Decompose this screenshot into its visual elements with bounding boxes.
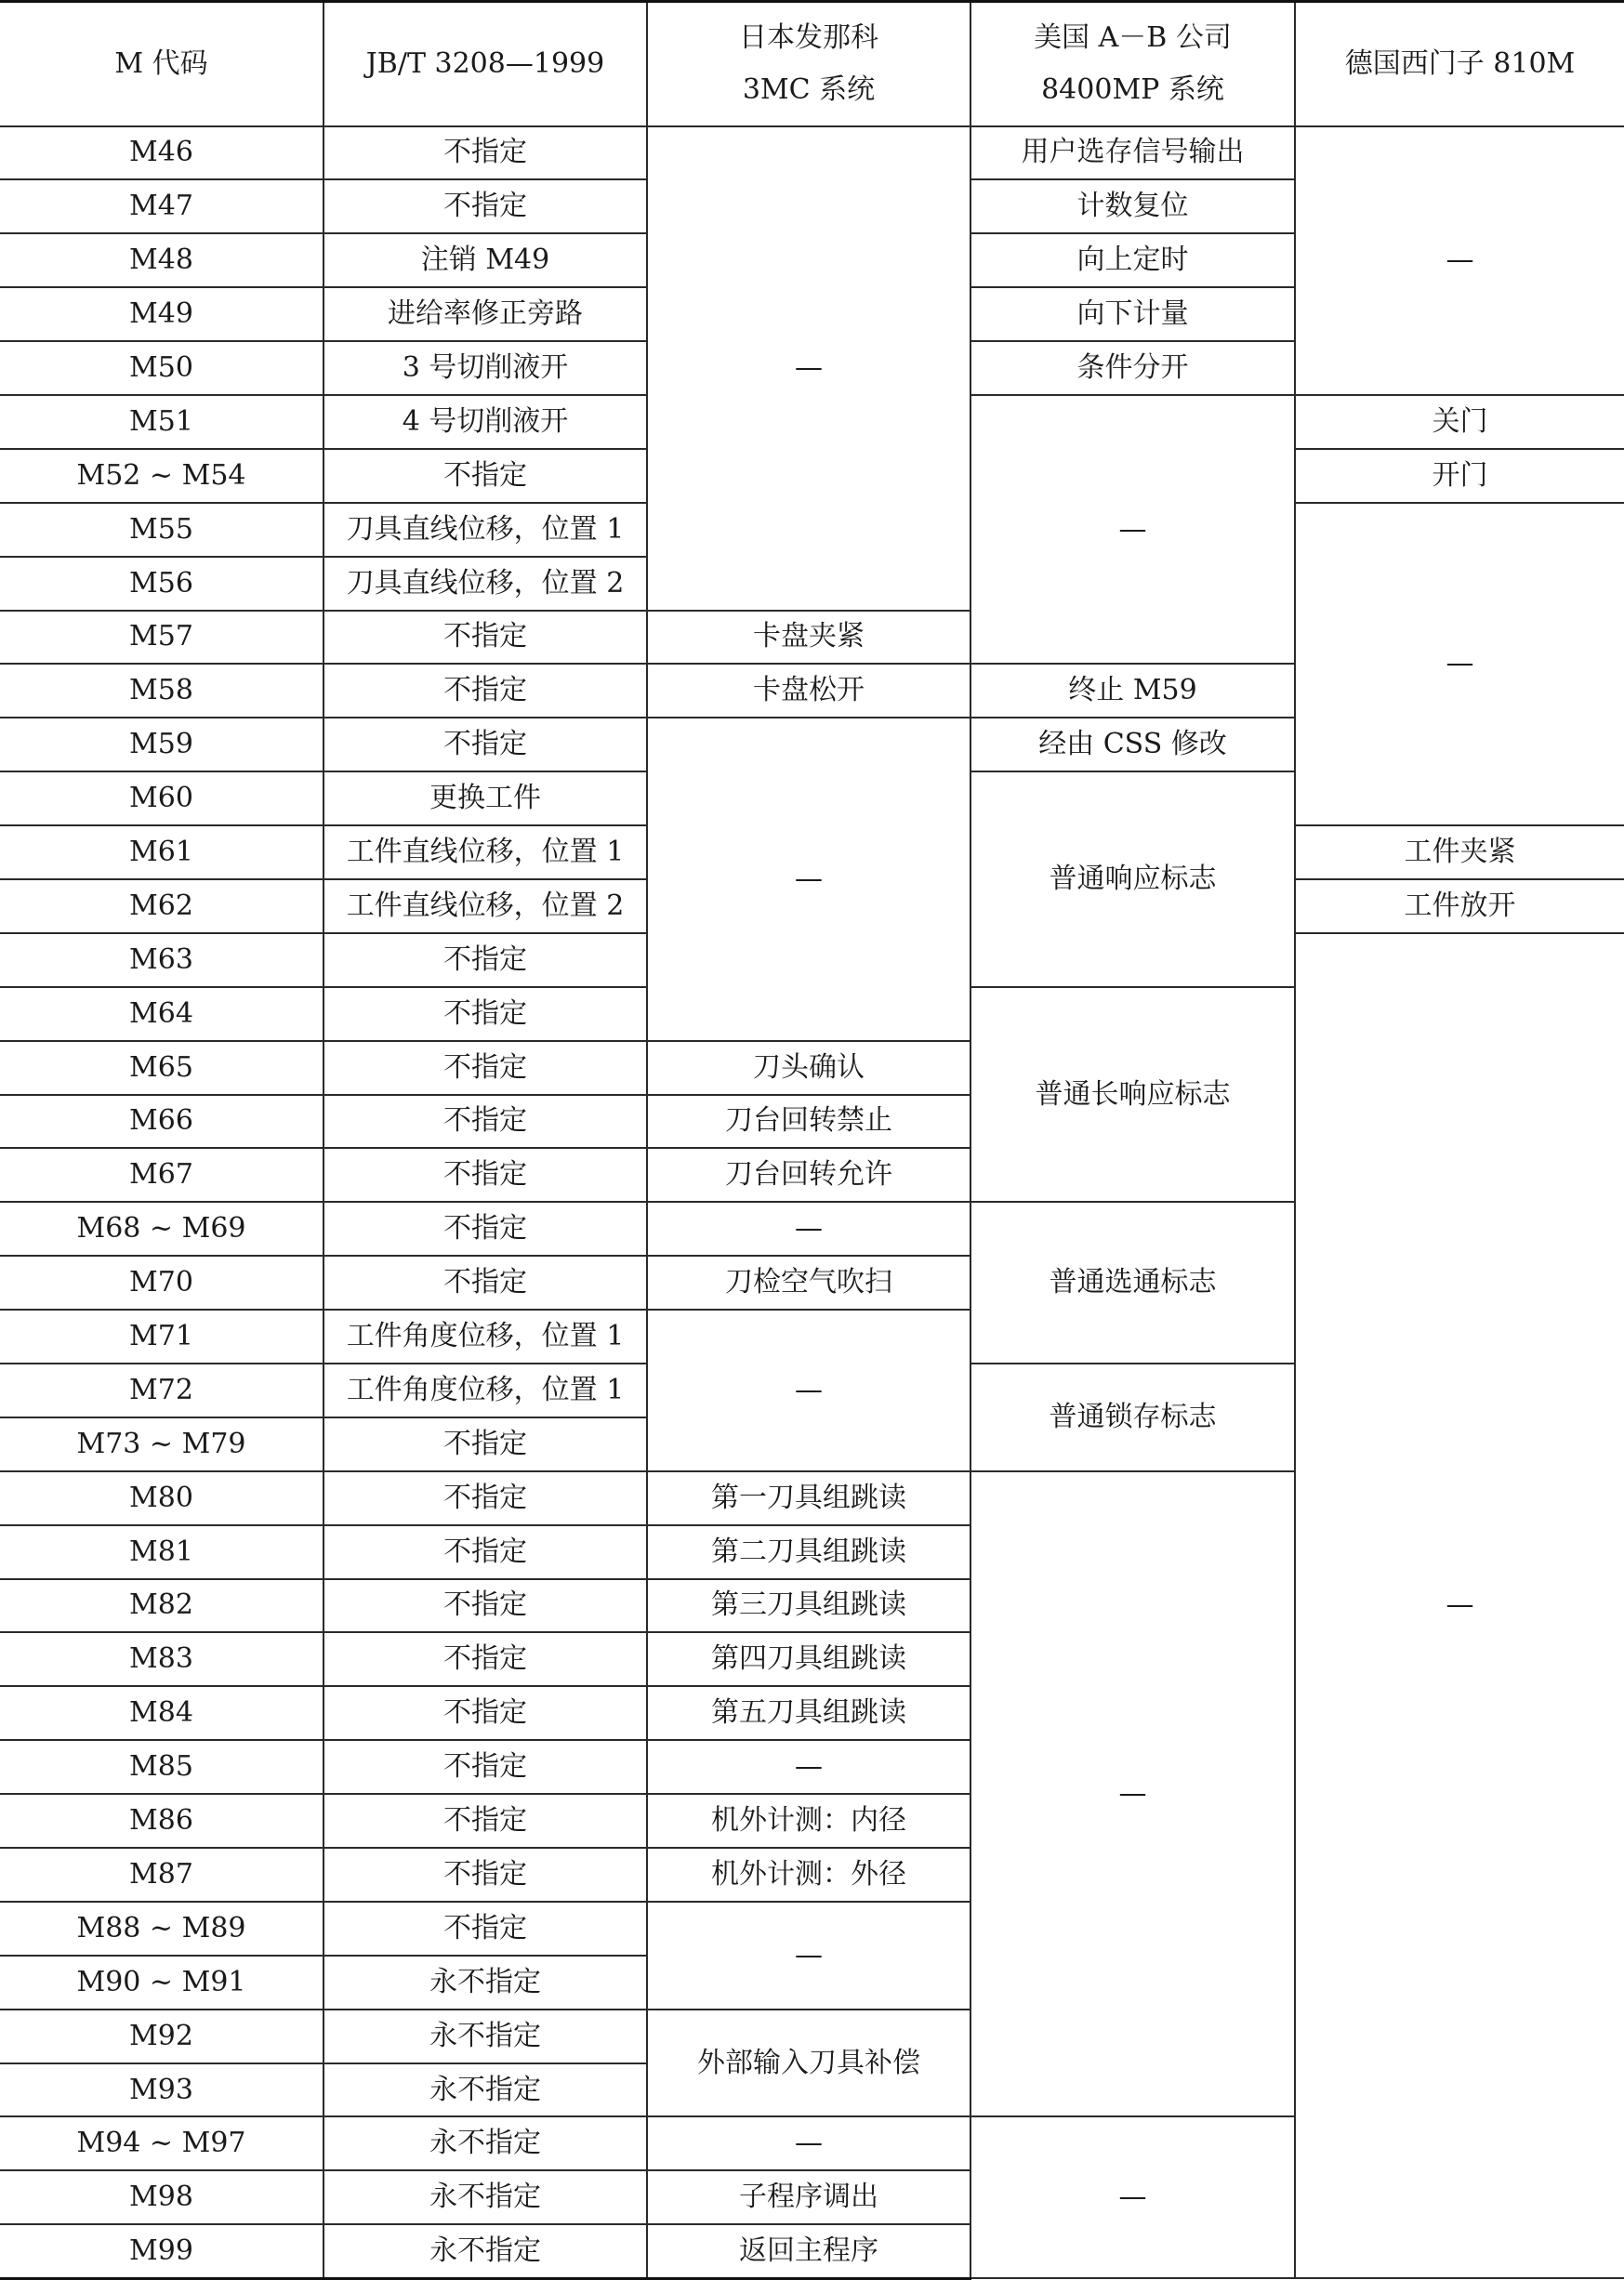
fanuc-cell: 卡盘夹紧 [647, 611, 970, 665]
header-row [0, 2, 1624, 126]
jbt-meaning-cell: 不指定 [323, 1041, 647, 1095]
m-code-cell: M92 [0, 2010, 323, 2063]
jbt-meaning-cell: 不指定 [323, 126, 647, 180]
fanuc-cell: 刀台回转允许 [647, 1148, 970, 1202]
siemens-cell: — [1295, 126, 1624, 395]
header-fanuc-3mc: 日本发那科 3MC 系统 [647, 2, 970, 126]
jbt-meaning-cell: 不指定 [323, 987, 647, 1041]
fanuc-cell: 刀检空气吹扫 [647, 1256, 970, 1310]
siemens-cell: — [1295, 933, 1624, 2278]
m-code-cell: M67 [0, 1148, 323, 1202]
m-code-cell: M62 [0, 879, 323, 933]
header-m-code: M 代码 [0, 2, 323, 126]
jbt-meaning-cell: 不指定 [323, 1632, 647, 1686]
m-code-cell: M71 [0, 1310, 323, 1364]
fanuc-cell: 刀台回转禁止 [647, 1095, 970, 1149]
jbt-meaning-cell: 工件直线位移，位置 2 [323, 879, 647, 933]
m-code-cell: M66 [0, 1095, 323, 1149]
ab-cell: 用户选存信号输出 [970, 126, 1295, 180]
siemens-cell: 开门 [1295, 449, 1624, 503]
header-jbt-standard: JB/T 3208—1999 [323, 2, 647, 126]
jbt-meaning-cell: 不指定 [323, 933, 647, 987]
ab-cell: — [970, 2116, 1295, 2278]
m-code-cell: M58 [0, 664, 323, 718]
m-code-cell: M57 [0, 611, 323, 665]
fanuc-cell: — [647, 718, 970, 1040]
siemens-cell: 工件夹紧 [1295, 825, 1624, 879]
jbt-meaning-cell: 不指定 [323, 664, 647, 718]
jbt-meaning-cell: 不指定 [323, 1095, 647, 1149]
m-code-cell: M47 [0, 179, 323, 233]
m-code-cell: M51 [0, 395, 323, 449]
m-code-cell: M65 [0, 1041, 323, 1095]
m-code-cell: M52 ~ M54 [0, 449, 323, 503]
jbt-meaning-cell: 不指定 [323, 1417, 647, 1471]
jbt-meaning-cell: 不指定 [323, 1902, 647, 1956]
ab-cell: — [970, 1471, 1295, 2117]
m-code-cell: M56 [0, 557, 323, 611]
jbt-meaning-cell: 不指定 [323, 1686, 647, 1740]
m-code-cell: M59 [0, 718, 323, 771]
m-code-cell: M90 ~ M91 [0, 1956, 323, 2010]
header-siemens-810m: 德国西门子 810M [1295, 2, 1624, 126]
m-code-cell: M80 [0, 1471, 323, 1525]
jbt-meaning-cell: 3 号切削液开 [323, 341, 647, 395]
jbt-meaning-cell: 永不指定 [323, 2170, 647, 2224]
jbt-meaning-cell: 不指定 [323, 1579, 647, 1633]
m-code-cell: M70 [0, 1256, 323, 1310]
ab-cell: 普通锁存标志 [970, 1364, 1295, 1471]
jbt-meaning-cell: 工件直线位移，位置 1 [323, 825, 647, 879]
m-code-cell: M84 [0, 1686, 323, 1740]
ab-cell: 向上定时 [970, 233, 1295, 287]
m-code-cell: M60 [0, 771, 323, 825]
fanuc-cell: 第二刀具组跳读 [647, 1525, 970, 1579]
header-ab-8400mp: 美国 A－B 公司 8400MP 系统 [970, 2, 1295, 126]
jbt-meaning-cell: 不指定 [323, 1794, 647, 1848]
fanuc-cell: 卡盘松开 [647, 664, 970, 718]
table-body [0, 2, 1624, 2279]
fanuc-cell: 机外计测：外径 [647, 1848, 970, 1902]
jbt-meaning-cell: 永不指定 [323, 2063, 647, 2117]
m-code-cell: M81 [0, 1525, 323, 1579]
jbt-meaning-cell: 不指定 [323, 449, 647, 503]
m-code-cell: M87 [0, 1848, 323, 1902]
jbt-meaning-cell: 不指定 [323, 611, 647, 665]
m-code-cell: M68 ~ M69 [0, 1202, 323, 1256]
m-code-cell: M49 [0, 287, 323, 341]
jbt-meaning-cell: 刀具直线位移，位置 1 [323, 503, 647, 557]
m-code-cell: M85 [0, 1740, 323, 1794]
ab-cell: 向下计量 [970, 287, 1295, 341]
jbt-meaning-cell: 进给率修正旁路 [323, 287, 647, 341]
jbt-meaning-cell: 刀具直线位移，位置 2 [323, 557, 647, 611]
jbt-meaning-cell: 工件角度位移，位置 1 [323, 1310, 647, 1364]
ab-cell: 终止 M59 [970, 664, 1295, 718]
fanuc-cell: — [647, 2116, 970, 2170]
jbt-meaning-cell: 永不指定 [323, 1956, 647, 2010]
fanuc-cell: 外部输入刀具补偿 [647, 2010, 970, 2117]
m-code-cell: M46 [0, 126, 323, 180]
ab-cell: 普通选通标志 [970, 1202, 1295, 1364]
siemens-cell: — [1295, 503, 1624, 825]
fanuc-cell: — [647, 1902, 970, 2010]
ab-cell: 计数复位 [970, 179, 1295, 233]
ab-cell: 条件分开 [970, 341, 1295, 395]
jbt-meaning-cell: 永不指定 [323, 2010, 647, 2063]
siemens-cell: 工件放开 [1295, 879, 1624, 933]
m-code-cell: M94 ~ M97 [0, 2116, 323, 2170]
fanuc-cell: — [647, 1310, 970, 1471]
jbt-meaning-cell: 更换工件 [323, 771, 647, 825]
m-code-cell: M86 [0, 1794, 323, 1848]
m-code-cell: M99 [0, 2224, 323, 2278]
fanuc-cell: — [647, 1740, 970, 1794]
siemens-cell: 关门 [1295, 395, 1624, 449]
ab-cell: 经由 CSS 修改 [970, 718, 1295, 771]
m-code-cell: M48 [0, 233, 323, 287]
m-code-cell: M98 [0, 2170, 323, 2224]
jbt-meaning-cell: 不指定 [323, 1256, 647, 1310]
ab-cell: 普通长响应标志 [970, 987, 1295, 1203]
m-code-cell: M93 [0, 2063, 323, 2117]
m-code-cell: M83 [0, 1632, 323, 1686]
jbt-meaning-cell: 不指定 [323, 179, 647, 233]
m-code-cell: M72 [0, 1364, 323, 1417]
jbt-meaning-cell: 不指定 [323, 1148, 647, 1202]
fanuc-cell: 第四刀具组跳读 [647, 1632, 970, 1686]
fanuc-cell: 第五刀具组跳读 [647, 1686, 970, 1740]
m-code-cell: M63 [0, 933, 323, 987]
jbt-meaning-cell: 不指定 [323, 718, 647, 771]
fanuc-cell: 机外计测：内径 [647, 1794, 970, 1848]
jbt-meaning-cell: 工件角度位移，位置 1 [323, 1364, 647, 1417]
m-code-cell: M55 [0, 503, 323, 557]
jbt-meaning-cell: 不指定 [323, 1848, 647, 1902]
fanuc-cell: 第三刀具组跳读 [647, 1579, 970, 1633]
ab-cell: 普通响应标志 [970, 771, 1295, 987]
jbt-meaning-cell: 不指定 [323, 1525, 647, 1579]
m-code-cell: M88 ~ M89 [0, 1902, 323, 1956]
m-code-cell: M61 [0, 825, 323, 879]
jbt-meaning-cell: 不指定 [323, 1202, 647, 1256]
fanuc-cell: 第一刀具组跳读 [647, 1471, 970, 1525]
jbt-meaning-cell: 不指定 [323, 1740, 647, 1794]
fanuc-cell: — [647, 1202, 970, 1256]
m-code-cell: M50 [0, 341, 323, 395]
table-row [0, 126, 1624, 180]
fanuc-cell: 子程序调出 [647, 2170, 970, 2224]
m-code-cell: M64 [0, 987, 323, 1041]
fanuc-cell: — [647, 126, 970, 611]
jbt-meaning-cell: 注销 M49 [323, 233, 647, 287]
jbt-meaning-cell: 不指定 [323, 1471, 647, 1525]
jbt-meaning-cell: 永不指定 [323, 2116, 647, 2170]
m-code-cell: M82 [0, 1579, 323, 1633]
jbt-meaning-cell: 永不指定 [323, 2224, 647, 2278]
fanuc-cell: 刀头确认 [647, 1041, 970, 1095]
m-code-cell: M73 ~ M79 [0, 1417, 323, 1471]
jbt-meaning-cell: 4 号切削液开 [323, 395, 647, 449]
ab-cell: — [970, 395, 1295, 664]
fanuc-cell: 返回主程序 [647, 2224, 970, 2278]
